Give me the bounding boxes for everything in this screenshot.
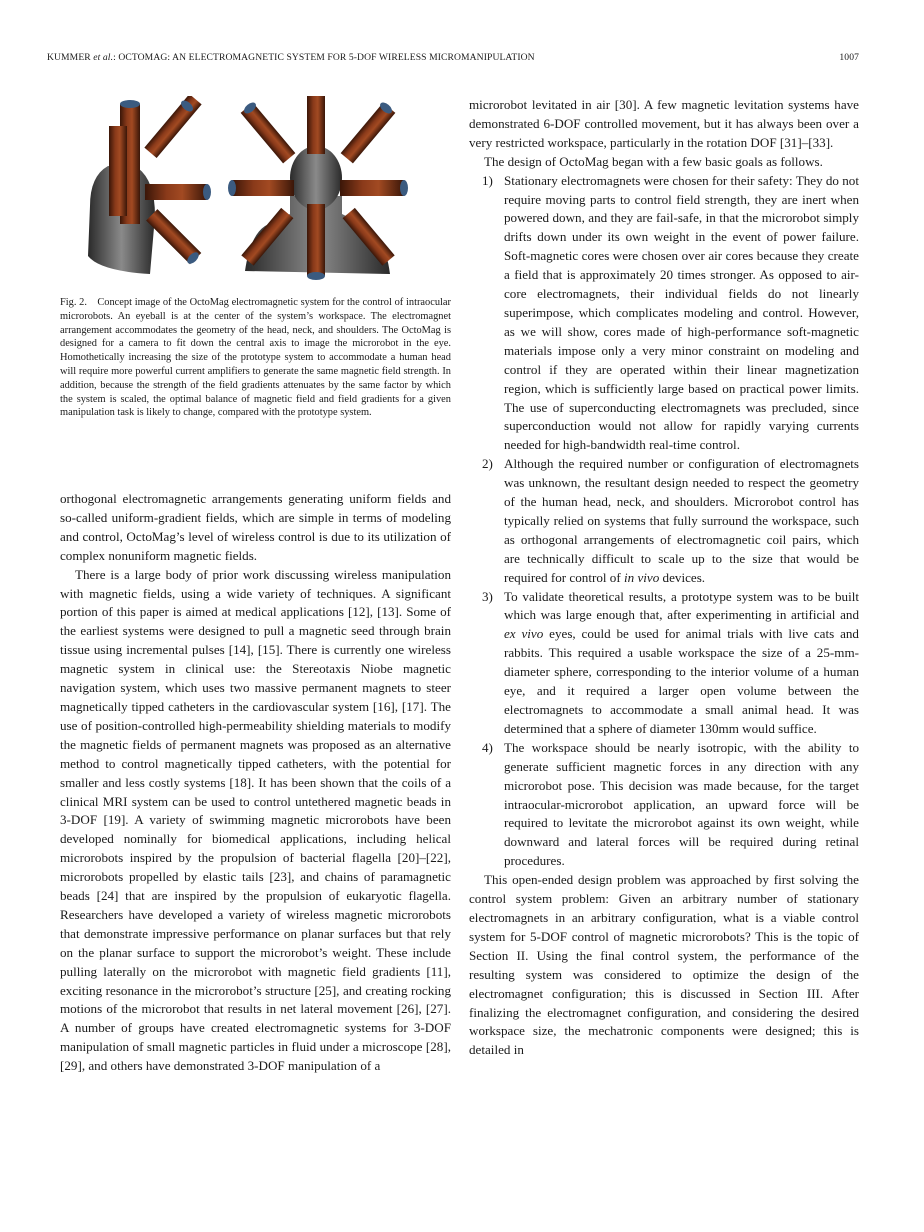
figure-caption: Fig. 2. Concept image of the OctoMag electromagnetic system for the control of intraocular microrobots. An eyeball is at the center of the system’s workspace. The electromagnet arrangement accommodates the geometry of the head, neck, and shoulders. The OctoMag is designed for a camera to fit down the central axis to image the microrobot in the eye. Homothetically increasing the size of the prototype system to accommodate a human head will require more powerful current amplifiers to generate the same magnetic field strength. In addition, because the strength of the field gradients attenuates by the same factor by which the system is scaled, the optimal balance of magnetic field and field gradients for a given manipulation task is likely to change, compared with the prototype system. [60, 297, 451, 419]
header-title: KUMMER et al.: OCTOMAG: AN ELECTROMAGNETIC SYSTEM FOR 5-DOF WIRELESS MICROMANIPULATION [47, 52, 535, 63]
list-number: 2) [482, 456, 493, 472]
paragraph: orthogonal electromagnetic arrangements generating uniform fields and so-called uniform-gradient fields, which are simple in terms of modeling and control, OctoMag’s level of wireless control is due to its utilization of complex nonuniform magnetic fields. [60, 491, 451, 563]
list-item [469, 588, 859, 739]
paragraph: There is a large body of prior work discussing wireless manipulation with magnetic fields, using a wide variety of techniques. A significant portion of this paper is aimed at medical applications [12], [13]. Some of the earliest systems were designed to pull a magnetic seed through brain tissue using incremental pulses [14], [15]. There is currently one wireless magnetic system in clinical use: the Stereotaxis Niobe magnetic navigation system, which uses two massive permanent magnets to steer magnetically tipped catheters in the cardiovascular system [16], [17]. The use of position-controlled high-permeability shielding materials to modify the magnetic fields of permanent magnets was proposed as an alternative method to control magnetically tipped catheters, with the potential for smaller and less costly systems [18]. It has been shown that the coils of a clinical MRI system can be used to control untethered magnetic beads in 3-DOF [19]. A variety of swimming magnetic microrobots have been developed nominally for biomedical applications, including helical microrobots inspired by the propulsion of bacterial flagella [20]–[22], microrobots propelled by elastic tails [23], and chains of paramagnetic beads [24] that are inspired by the propulsion of eukaryotic flagella. Researchers have developed a variety of wireless magnetic microrobots that demonstrate impressive performance on planar surfaces but that rely on the planar surface to support the microrobot’s weight. These include pulling laterally on the microrobot with magnetic field gradients [11], exciting resonance in the microrobot’s structure [25], and creating rocking motions of the microrobot that results in net lateral movement [26], [27]. A number of groups have created electromagnetic systems for 3-DOF manipulation of small magnetic particles in fluid under a microscope [28], [29], and others have demonstrated 3-DOF manipulation of a [60, 566, 451, 1074]
list-number: 1) [482, 172, 493, 188]
list-item [469, 739, 859, 871]
list-text: The workspace should be nearly isotropic, with the ability to generate sufficient magnetic forces in any direction with any microrobot pose. This decision was made because, for the target intraocular-microrobot application, an upward force will be required to levitate the microrobot against its own weight, while downward and lateral forces will be required during retinal procedures. [504, 739, 859, 869]
list-item [469, 172, 859, 456]
list-text: Although the required number or configuration of electromagnets was unknown, the resultant design needed to respect the geometry of the human head, neck, and shoulders. Microrobot control has typically relied on systems that fully surround the workspace, such as orthogonal arrangements of electromagnetic coil pairs, which are technically difficult to scale up to the size that would be required for control of in vivo devices. [504, 456, 859, 585]
side-view [88, 96, 211, 274]
list-number: 3) [482, 588, 493, 604]
octomag-concept-figure [60, 96, 451, 281]
paragraph: This open-ended design problem was approached by first solving the control system problem: Given an arbitrary number of stationary electromagnets in an arbitrary configuration, what is a viable control system for 5-DOF control of magnetic microrobots? This is the topic of Section II. Using the final control system, the performance of the resulting system was considered to optimize the design of the electromagnet configuration; this is discussed in Section III. After finalizing the electromagnet configuration, and considering the desired workspace size, the mechatronic components were designed; this is detailed in [469, 872, 859, 1058]
right-column-text [469, 96, 859, 1060]
paragraph: microrobot levitated in air [30]. A few magnetic levitation systems have demonstrated 6-DOF controlled movement, but it has always been over a very restricted workspace, particularly in the rotation DOF [31]–[33]. [469, 97, 859, 150]
list-item [469, 455, 859, 587]
list-text: Stationary electromagnets were chosen for their safety: They do not require moving parts to control field strength, they are inert when powered down, and they are fail-safe, in that the microrobot simply drifts down under its own weight in the event of power failure. Soft-magnetic cores were chosen over air cores because they create a field that is approximately 20 times stronger. As opposed to air-core electromagnets, their individual fields do not linearly superimpose, which complicates modeling and control. However, as we will show, cores made of high-performance soft-magnetic materials impose only a very minor constraint on modeling and control if they are operated within their linear magnetization region, which is sufficiently large based on practical power limits. The use of superconducting electromagnets was precluded, since superconduction would not allow for rapidly varying currents needed for high-bandwidth real-time control. [504, 172, 859, 453]
list-text: To validate theoretical results, a prototype system was to be built which was large enough that, after experimenting in artificial and ex vivo eyes, could be used for animal trials with live cats and rabbits. This required a usable workspace the size of a 25-mm-diameter sphere, corresponding to the interior volume of a human eye, and it required a larger open volume between the electromagnets to accommodate a small animal head. It was determined that a sphere of diameter 130mm would suffice. [504, 588, 859, 736]
list-number: 4) [482, 739, 493, 755]
front-view [228, 96, 408, 280]
page-number: 1007 [839, 52, 859, 63]
design-goals-list [469, 172, 859, 872]
paragraph: The design of OctoMag began with a few basic goals as follows. [484, 153, 823, 169]
left-column-text [60, 490, 451, 1076]
